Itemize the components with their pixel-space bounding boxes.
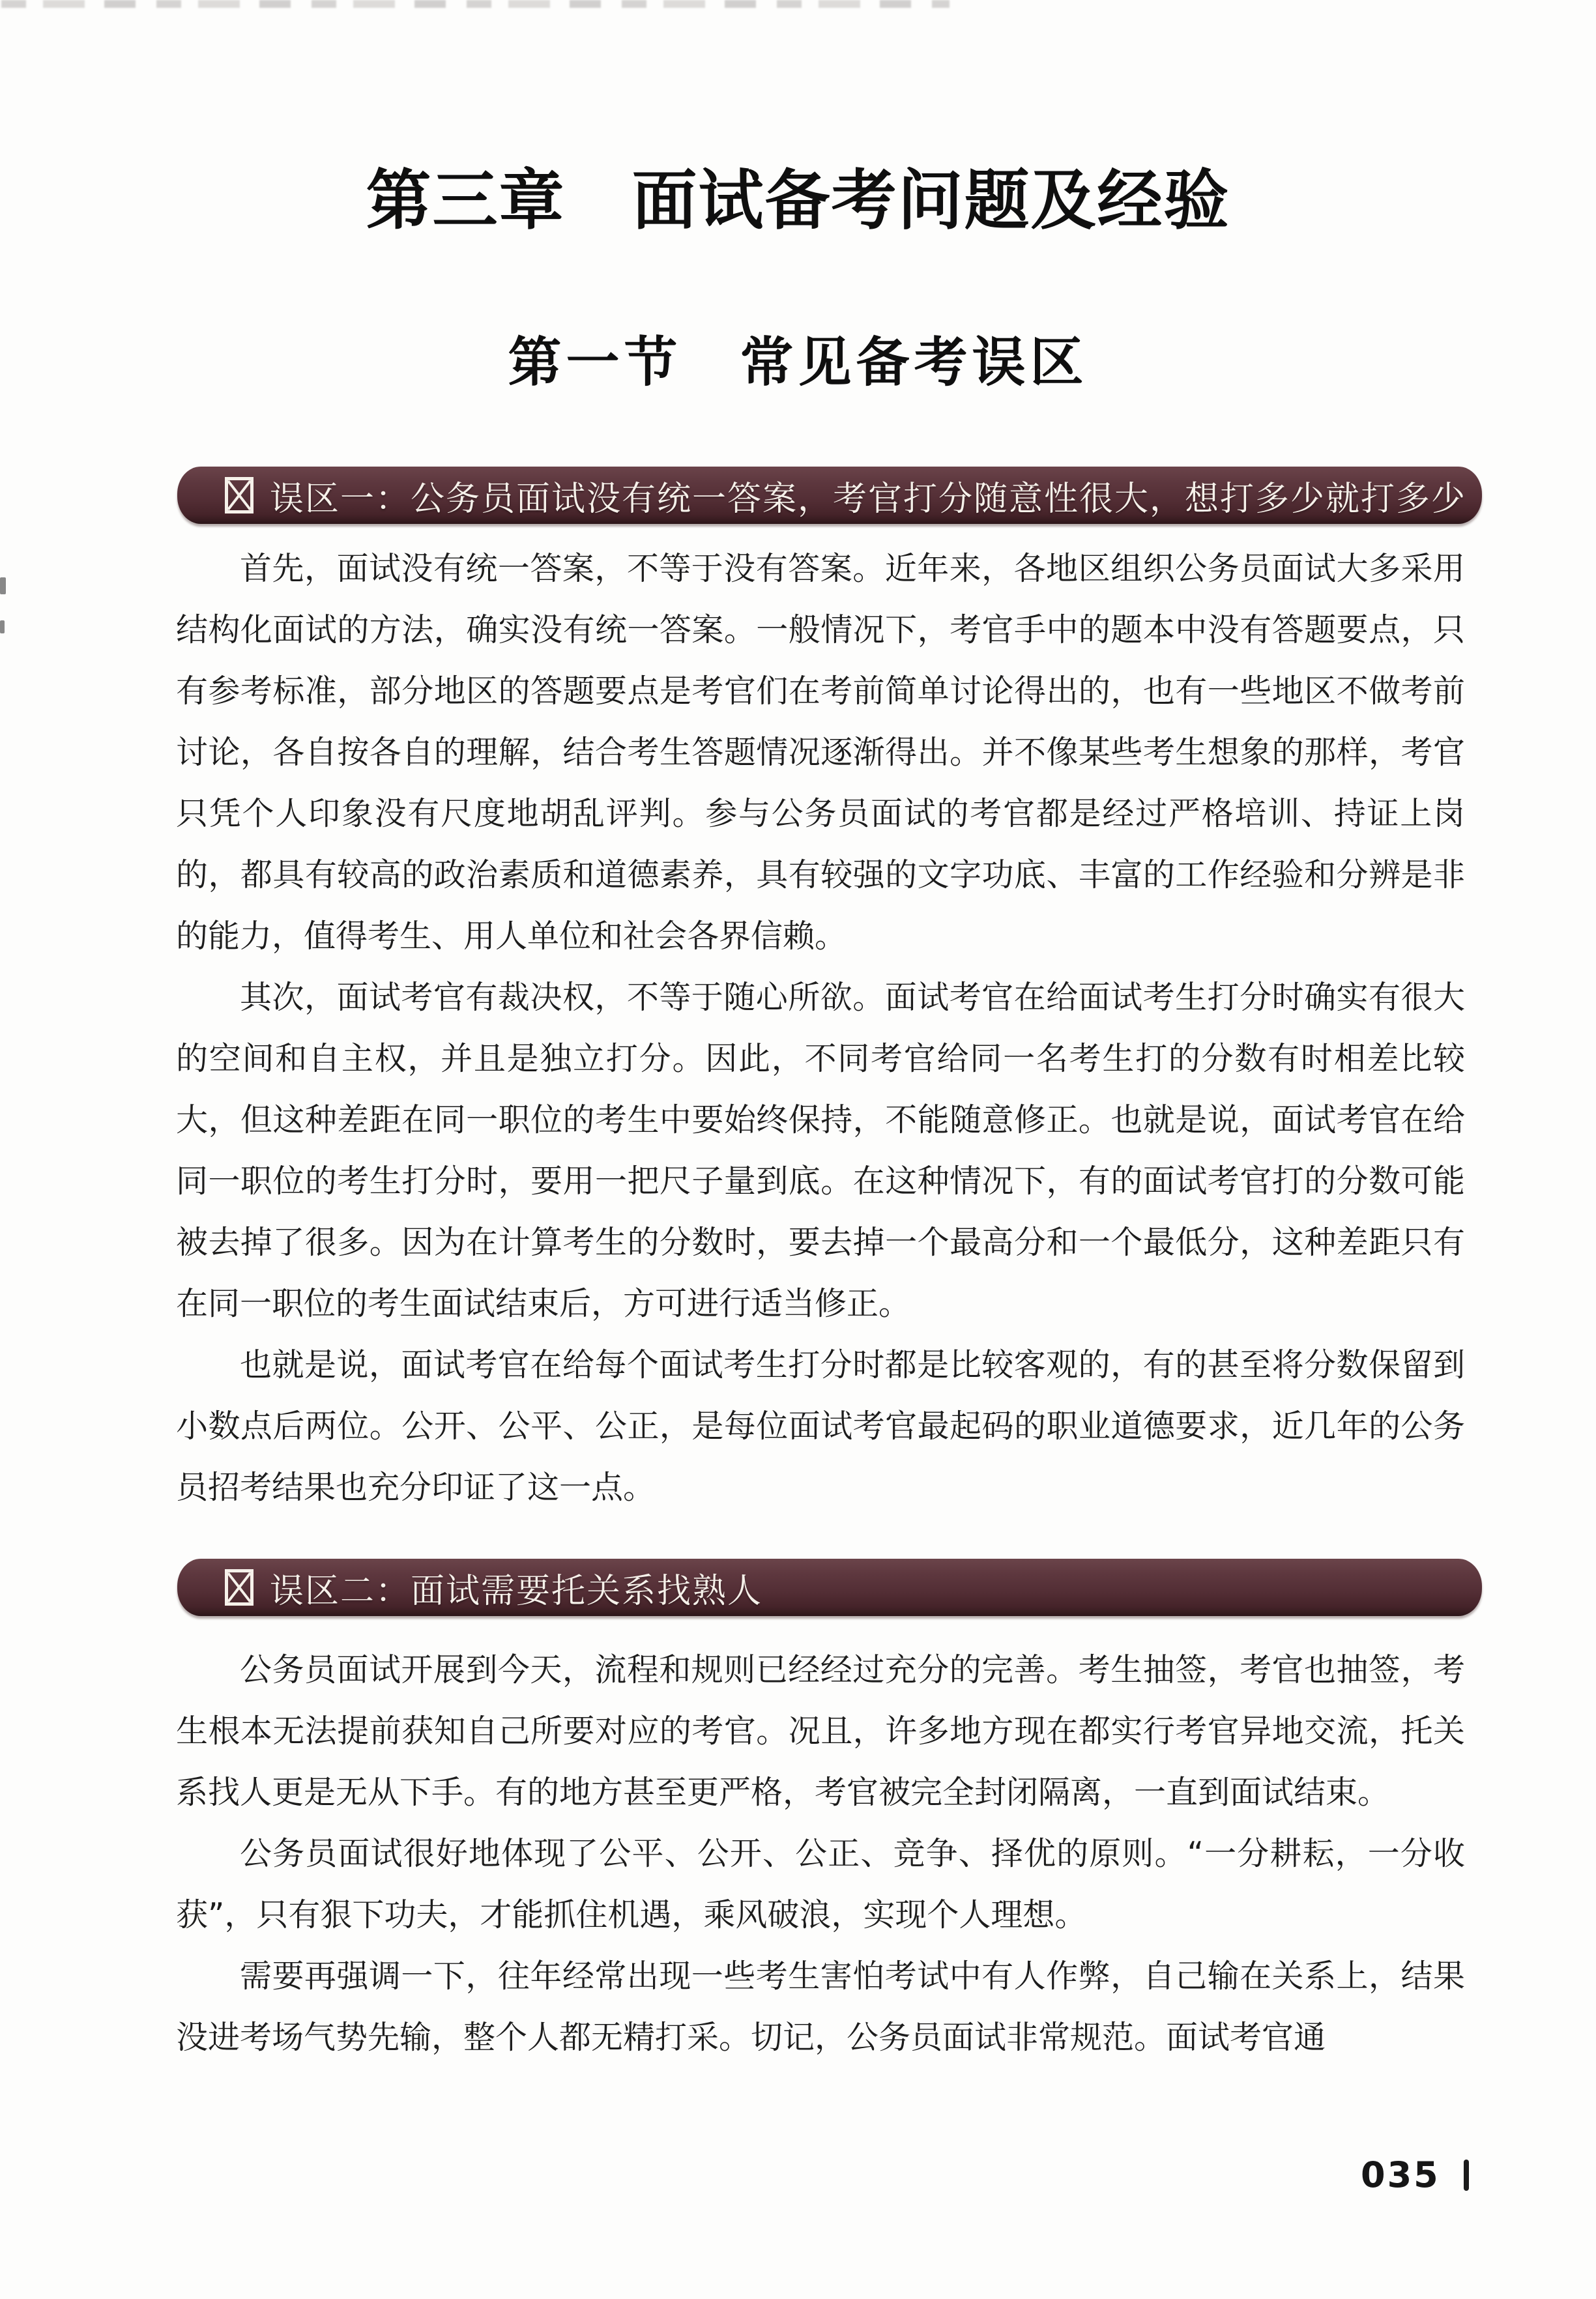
- checkbox-x-icon: [224, 1569, 254, 1606]
- checkbox-x-icon: [224, 476, 254, 514]
- section-title: 第一节 常见备考误区: [508, 332, 1088, 394]
- misconception2-banner-label: 误区二：面试需要托关系找熟人: [270, 1571, 763, 1611]
- paragraph: 公务员面试很好地体现了公平、公开、公正、竞争、择优的原则。“一分耕耘，一分收获”，只有狠下功夫，才能抓住机遇，乘风破浪，实现个人理想。: [176, 1835, 1465, 1933]
- misconception1-banner: [177, 467, 1482, 524]
- footer-divider-bar: [1464, 2160, 1469, 2191]
- paragraph: 公务员面试开展到今天，流程和规则已经经过充分的完善。考生抽签，考官也抽签，考生根本无法提前获知自己所要对应的考官。况且，许多地方现在都实行考官异地交流，托关系找人更是无从下手。有的地方甚至更严格，考官被完全封闭隔离，一直到面试结束。: [176, 1651, 1465, 1811]
- chapter-title: 第三章 面试备考问题及经验: [366, 162, 1230, 239]
- scan-speck: [0, 577, 6, 594]
- paragraph: 首先，面试没有统一答案，不等于没有答案。近年来，各地区组织公务员面试大多采用结构化面试的方法，确实没有统一答案。一般情况下，考官手中的题本中没有答题要点，只有参考标准，部分地区的答题要点是考官们在考前简单讨论得出的，也有一些地区不做考前讨论，各自按各自的理解，结合考生答题情况逐渐得出。并不像某些考生想象的那样，考官只凭个人印象没有尺度地胡乱评判。参与公务员面试的考官都是经过严格培训、持证上岗的，都具有较高的政治素质和道德素养，具有较强的文字功底、丰富的工作经验和分辨是非的能力，值得考生、用人单位和社会各界信赖。: [176, 550, 1465, 955]
- misconception1-banner-label: 误区一：公务员面试没有统一答案，考官打分随意性很大，想打多少就打多少: [270, 479, 1467, 519]
- misconception2-banner: [177, 1559, 1482, 1616]
- misconception1-body: [176, 538, 1465, 1518]
- scan-speck: [0, 620, 5, 633]
- paragraph: 需要再强调一下，往年经常出现一些考生害怕考试中有人作弊，自己输在关系上，结果没进考场气势先输，整个人都无精打采。切记，公务员面试非常规范。面试考官通: [176, 1958, 1465, 2056]
- paragraph: 也就是说，面试考官在给每个面试考生打分时都是比较客观的，有的甚至将分数保留到小数点后两位。公开、公平、公正，是每位面试考官最起码的职业道德要求，近几年的公务员招考结果也充分印证了这一点。: [176, 1346, 1465, 1506]
- page-number: 035: [1361, 2154, 1440, 2195]
- scan-artifact-top: [1, 0, 950, 8]
- misconception2-body: [176, 1640, 1465, 2068]
- page-footer: [1361, 2154, 1469, 2195]
- paragraph: 其次，面试考官有裁决权，不等于随心所欲。面试考官在给面试考生打分时确实有很大的空间和自主权，并且是独立打分。因此，不同考官给同一名考生打的分数有时相差比较大，但这种差距在同一职位的考生中要始终保持，不能随意修正。也就是说，面试考官在给同一职位的考生打分时，要用一把尺子量到底。在这种情况下，有的面试考官打的分数可能被去掉了很多。因为在计算考生的分数时，要去掉一个最高分和一个最低分，这种差距只有在同一职位的考生面试结束后，方可进行适当修正。: [176, 979, 1465, 1322]
